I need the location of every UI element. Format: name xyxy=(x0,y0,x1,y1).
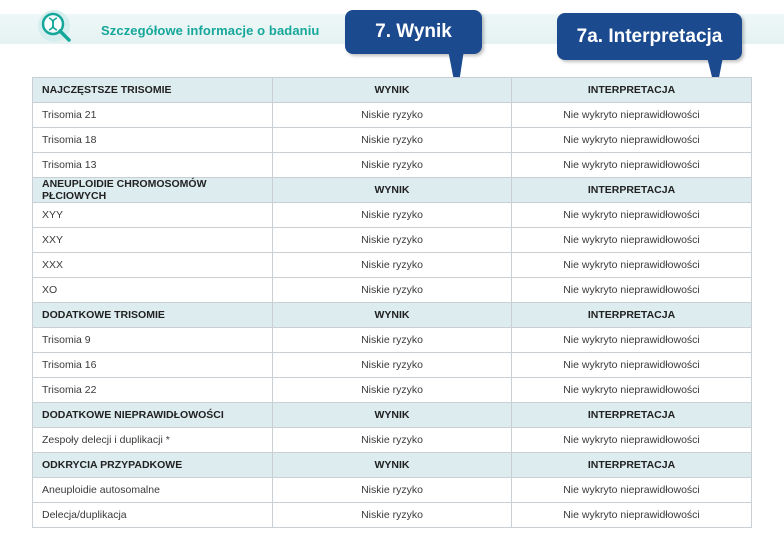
column-header-wynik: WYNIK xyxy=(273,303,512,328)
column-header-interpretacja: INTERPRETACJA xyxy=(512,303,752,328)
interpretation-cell: Nie wykryto nieprawidłowości xyxy=(512,353,752,378)
interpretation-cell: Nie wykryto nieprawidłowości xyxy=(512,103,752,128)
column-header-interpretacja: INTERPRETACJA xyxy=(512,178,752,203)
interpretation-cell: Nie wykryto nieprawidłowości xyxy=(512,253,752,278)
test-name-cell: Zespoły delecji i duplikacji * xyxy=(33,428,273,453)
table-row xyxy=(33,253,752,278)
section-header-row xyxy=(33,403,752,428)
callout-wynik: 7. Wynik xyxy=(345,10,482,54)
table-row xyxy=(33,228,752,253)
table-row xyxy=(33,378,752,403)
results-table-body xyxy=(33,78,752,528)
result-cell: Niskie ryzyko xyxy=(273,203,512,228)
table-row xyxy=(33,328,752,353)
section-title: ANEUPLOIDIE CHROMOSOMÓW PŁCIOWYCH xyxy=(33,178,273,203)
section-title: ODKRYCIA PRZYPADKOWE xyxy=(33,453,273,478)
magnifier-dna-icon xyxy=(36,8,76,48)
interpretation-cell: Nie wykryto nieprawidłowości xyxy=(512,428,752,453)
result-cell: Niskie ryzyko xyxy=(273,428,512,453)
result-cell: Niskie ryzyko xyxy=(273,153,512,178)
section-title: DODATKOWE NIEPRAWIDŁOWOŚCI xyxy=(33,403,273,428)
column-header-wynik: WYNIK xyxy=(273,178,512,203)
test-name-cell: Aneuploidie autosomalne xyxy=(33,478,273,503)
section-header-row xyxy=(33,178,752,203)
result-cell: Niskie ryzyko xyxy=(273,503,512,528)
interpretation-cell: Nie wykryto nieprawidłowości xyxy=(512,378,752,403)
column-header-wynik: WYNIK xyxy=(273,78,512,103)
interpretation-cell: Nie wykryto nieprawidłowości xyxy=(512,203,752,228)
column-header-wynik: WYNIK xyxy=(273,453,512,478)
table-row xyxy=(33,478,752,503)
interpretation-cell: Nie wykryto nieprawidłowości xyxy=(512,228,752,253)
table-row xyxy=(33,353,752,378)
test-name-cell: XO xyxy=(33,278,273,303)
test-name-cell: Trisomia 9 xyxy=(33,328,273,353)
section-header-row xyxy=(33,78,752,103)
interpretation-cell: Nie wykryto nieprawidłowości xyxy=(512,128,752,153)
test-name-cell: XXY xyxy=(33,228,273,253)
result-cell: Niskie ryzyko xyxy=(273,128,512,153)
section-title: DODATKOWE TRISOMIE xyxy=(33,303,273,328)
table-row xyxy=(33,278,752,303)
result-cell: Niskie ryzyko xyxy=(273,228,512,253)
test-name-cell: Delecja/duplikacja xyxy=(33,503,273,528)
test-name-cell: Trisomia 22 xyxy=(33,378,273,403)
test-name-cell: XYY xyxy=(33,203,273,228)
column-header-interpretacja: INTERPRETACJA xyxy=(512,403,752,428)
result-cell: Niskie ryzyko xyxy=(273,353,512,378)
callout-interpretacja: 7a. Interpretacja xyxy=(557,13,742,60)
interpretation-cell: Nie wykryto nieprawidłowości xyxy=(512,478,752,503)
result-cell: Niskie ryzyko xyxy=(273,253,512,278)
column-header-interpretacja: INTERPRETACJA xyxy=(512,78,752,103)
column-header-wynik: WYNIK xyxy=(273,403,512,428)
interpretation-cell: Nie wykryto nieprawidłowości xyxy=(512,328,752,353)
results-table xyxy=(32,77,752,528)
section-header-row xyxy=(33,453,752,478)
section-header-row xyxy=(33,303,752,328)
test-name-cell: Trisomia 16 xyxy=(33,353,273,378)
table-row xyxy=(33,503,752,528)
section-title: NAJCZĘSTSZE TRISOMIE xyxy=(33,78,273,103)
test-name-cell: Trisomia 18 xyxy=(33,128,273,153)
result-cell: Niskie ryzyko xyxy=(273,478,512,503)
interpretation-cell: Nie wykryto nieprawidłowości xyxy=(512,153,752,178)
table-row xyxy=(33,153,752,178)
result-cell: Niskie ryzyko xyxy=(273,103,512,128)
table-row xyxy=(33,103,752,128)
table-row xyxy=(33,428,752,453)
interpretation-cell: Nie wykryto nieprawidłowości xyxy=(512,278,752,303)
result-cell: Niskie ryzyko xyxy=(273,378,512,403)
page-title: Szczegółowe informacje o badaniu xyxy=(101,23,320,38)
column-header-interpretacja: INTERPRETACJA xyxy=(512,453,752,478)
table-row xyxy=(33,128,752,153)
test-name-cell: XXX xyxy=(33,253,273,278)
result-cell: Niskie ryzyko xyxy=(273,328,512,353)
interpretation-cell: Nie wykryto nieprawidłowości xyxy=(512,503,752,528)
result-cell: Niskie ryzyko xyxy=(273,278,512,303)
test-name-cell: Trisomia 13 xyxy=(33,153,273,178)
table-row xyxy=(33,203,752,228)
test-name-cell: Trisomia 21 xyxy=(33,103,273,128)
